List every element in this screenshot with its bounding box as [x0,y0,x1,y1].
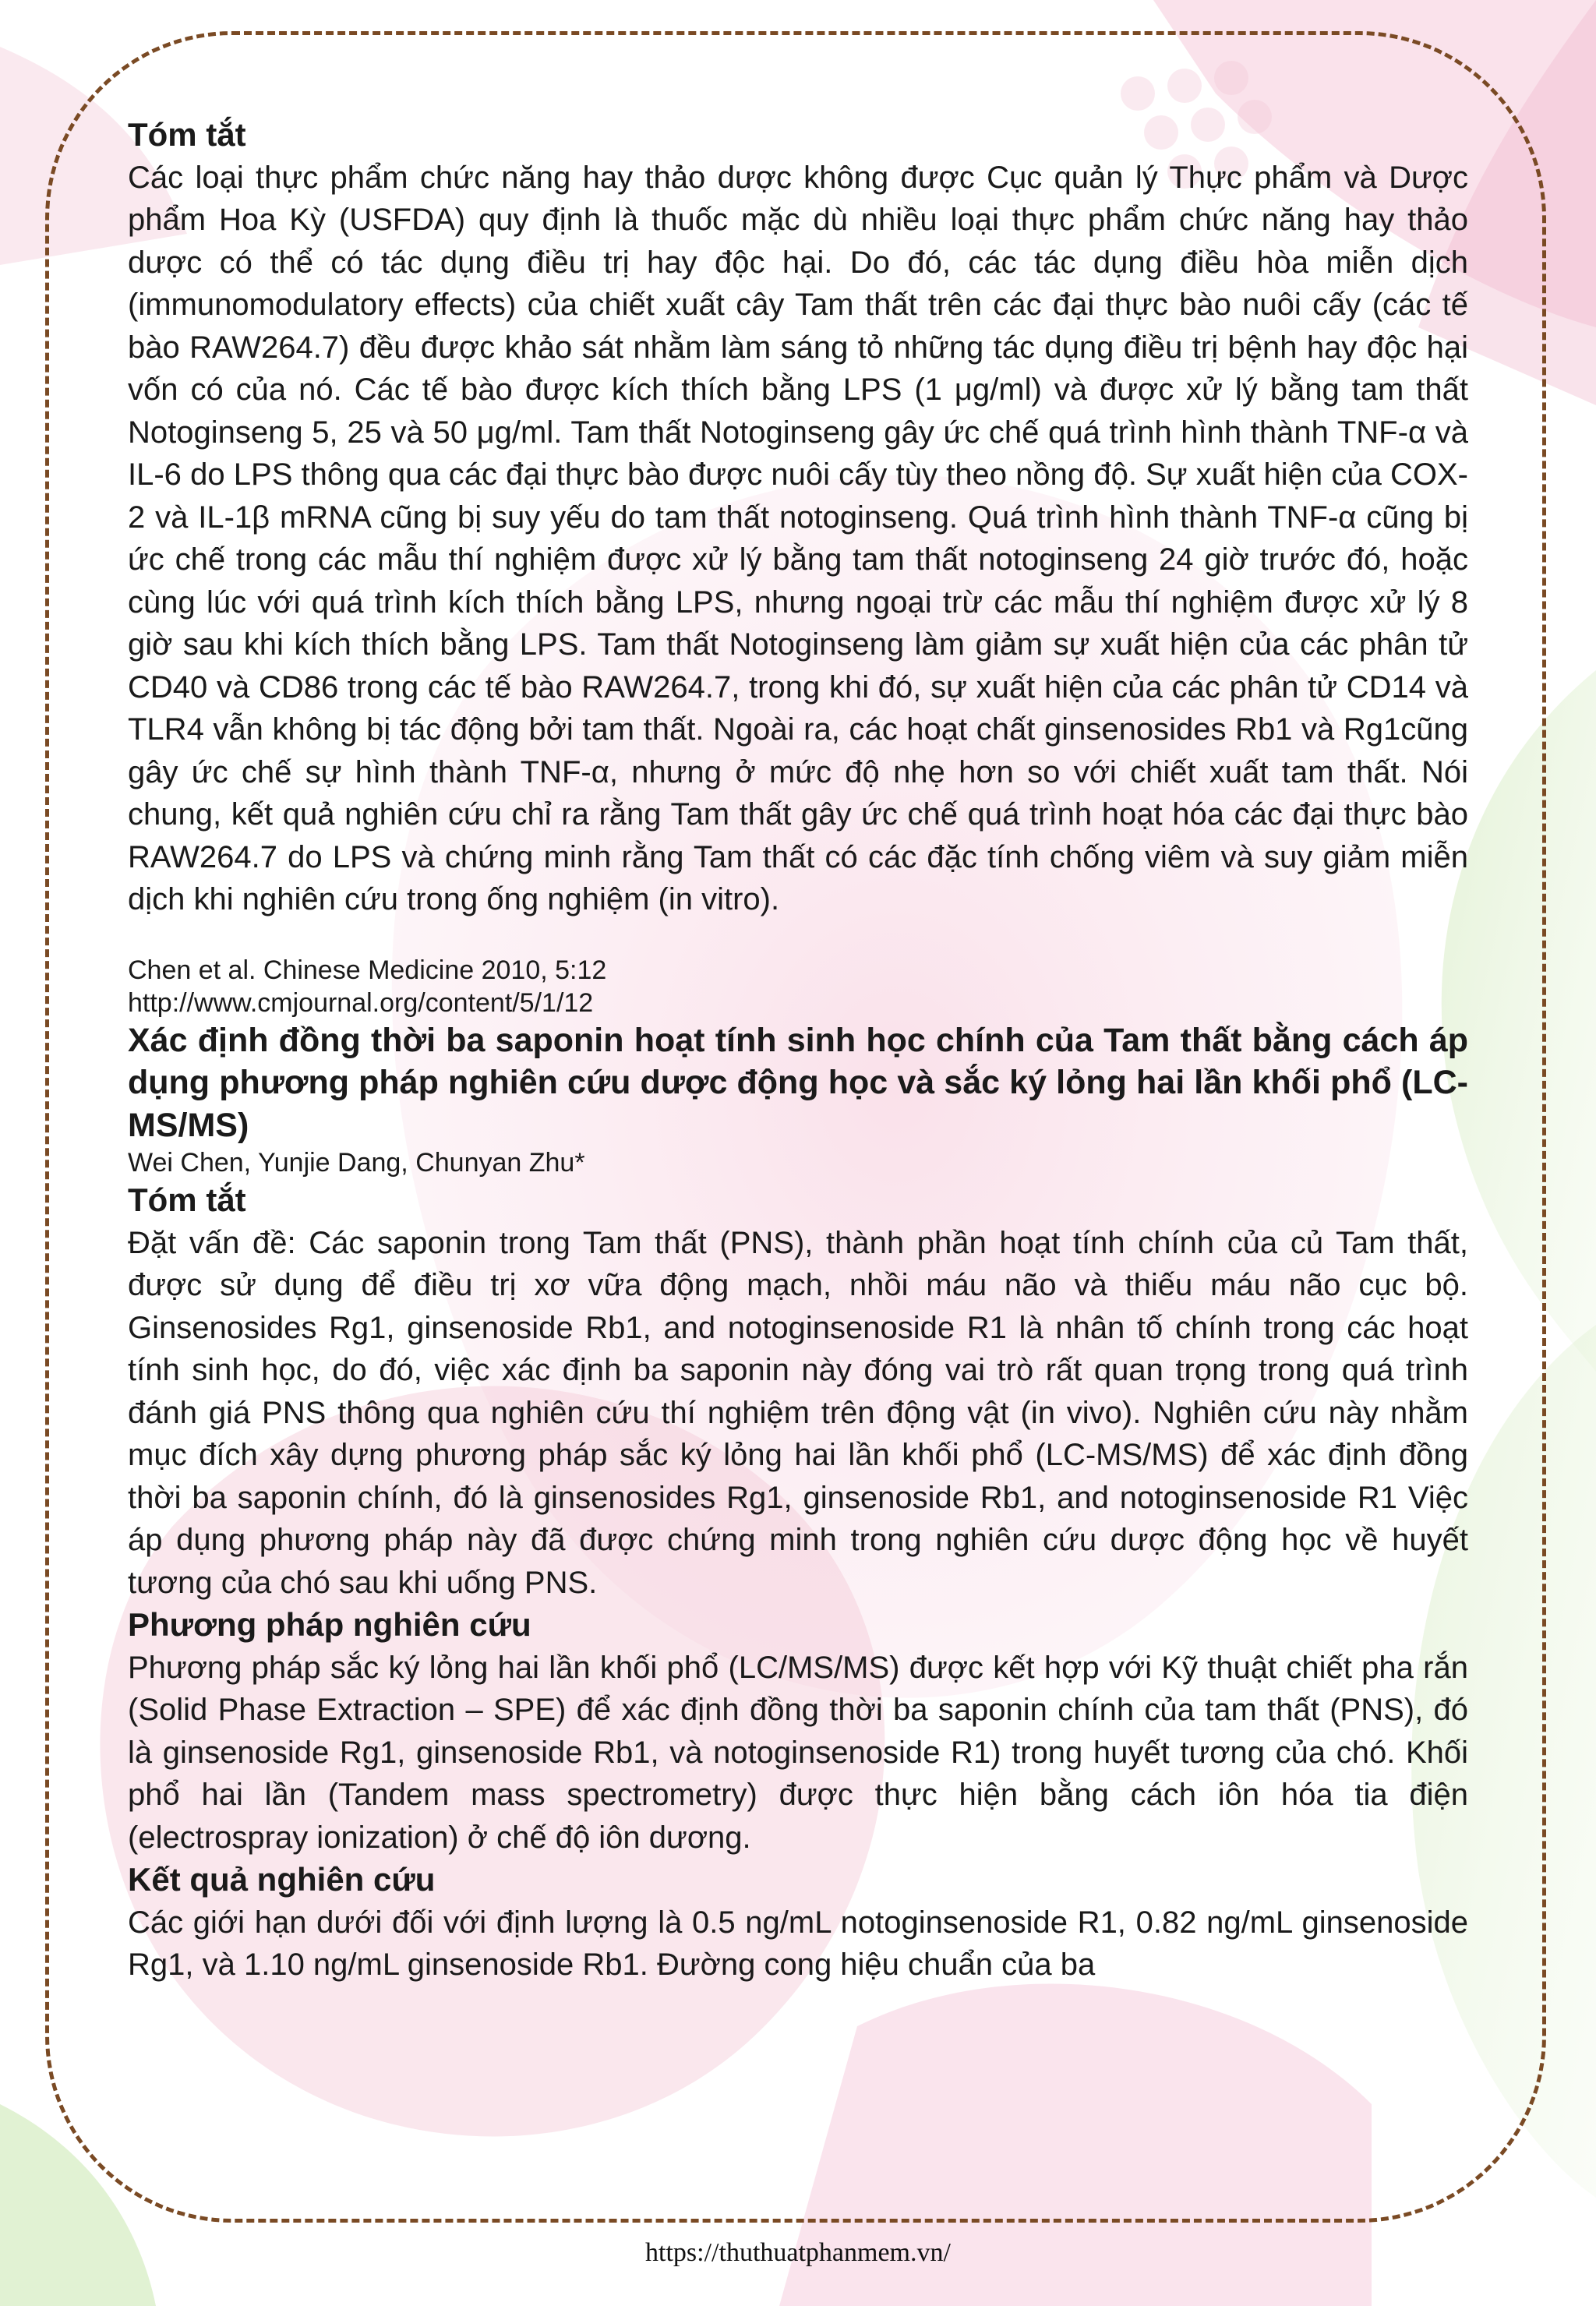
document-content [128,114,1468,1986]
summary-body: Đặt vấn đề: Các saponin trong Tam thất (PNS), thành phần hoạt tính chính của củ Tam thất, được sử dụng để điều trị xơ vữa động mạch, nhồi máu não và thiếu máu não cục bộ. Ginsenosides Rg1, ginsenoside Rb1, and notoginsenoside R1 là nhân tố chính trong các hoạt tính sinh học, do đó, việc xác định ba saponin này đóng vai trò rất quan trọng trong quá trình đánh giá PNS thông qua nghiên cứu thí nghiệm trên động vật (in vivo). Nghiên cứu này nhằm mục đích xây dựng phương pháp sắc ký lỏng hai lần khối phổ (LC-MS/MS) để xác định đồng thời ba saponin chính, đó là ginsenosides Rg1, ginsenoside Rb1, and notoginsenoside R1 Việc áp dụng phương pháp này đã được chứng minh trong nghiên cứu dược động học về huyết tương của chó sau khi uống PNS. [128,1225,1468,1600]
citation-journal: Chen et al. Chinese Medicine 2010, 5:12 [128,955,607,985]
citation-url: http://www.cmjournal.org/content/5/1/12 [128,987,594,1018]
article-title: Xác định đồng thời ba saponin hoạt tính sinh học chính của Tam thất bằng cách áp dụng phương pháp nghiên cứu dược động học và sắc ký lỏng hai lần khối phổ (LC-MS/MS) [128,1021,1468,1144]
section1-body: Các loại thực phẩm chức năng hay thảo dược không được Cục quản lý Thực phẩm và Dược phẩm Hoa Kỳ (USFDA) quy định là thuốc mặc dù nhiều loại thực phẩm chức năng hay thảo dược có thể có tác dụng điều trị hay độc hại. Do đó, các tác dụng điều hòa miễn dịch (immunomodulatory effects) của chiết xuất cây Tam thất trên các đại thực bào nuôi cấy (các tế bào RAW264.7) đều được khảo sát nhằm làm sáng tỏ những tác dụng điều trị bệnh hay độc hại vốn có của nó. Các tế bào được kích thích bằng LPS (1 μg/ml) và được xử lý bằng tam thất Notoginseng 5, 25 và 50 μg/ml. Tam thất Notoginseng gây ức chế quá trình hình thành TNF-α và IL-6 do LPS thông qua các đại thực bào được nuôi cấy tùy theo nồng độ. Sự xuất hiện của COX-2 và IL-1β mRNA cũng bị suy yếu do tam thất notoginseng. Quá trình hình thành TNF-α cũng bị ức chế trong các mẫu thí nghiệm được xử lý bằng tam thất notoginseng 24 giờ trước đó, hoặc cùng lúc với quá trình kích thích bằng LPS, nhưng ngoại trừ các mẫu thí nghiệm được xử lý 8 giờ sau khi kích thích bằng LPS. Tam thất Notoginseng làm giảm sự xuất hiện của các phân tử CD40 và CD86 trong các tế bào RAW264.7, trong khi đó, sự xuất hiện của các phân tử CD14 và TLR4 vẫn không bị tác động bởi tam thất. Ngoài ra, các hoạt chất ginsenosides Rb1 và Rg1cũng gây ức chế sự hình thành TNF-α, nhưng ở mức độ nhẹ hơn so với chiết xuất tam thất. Nói chung, kết quả nghiên cứu chỉ ra rằng Tam thất gây ức chế quá trình hoạt hóa các đại thực bào RAW264.7 do LPS và chứng minh rằng Tam thất có các đặc tính chống viêm và suy giảm miễn dịch khi nghiên cứu trong ống nghiệm (in vitro). [128,160,1468,916]
results-heading: Kết quả nghiên cứu [128,1861,436,1898]
section1-heading: Tóm tắt [128,116,246,153]
footer-url: https://thuthuatphanmem.vn/ [645,2238,951,2267]
summary-heading: Tóm tắt [128,1181,246,1218]
methods-body: Phương pháp sắc ký lỏng hai lần khối phổ (LC/MS/MS) được kết hợp với Kỹ thuật chiết pha rắn (Solid Phase Extraction – SPE) để xác định đồng thời ba saponin chính của tam thất (PNS), đó là ginsenoside Rg1, ginsenoside Rb1, và notoginsenoside R1) trong huyết tương của chó. Khối phổ hai lần (Tandem mass spectrometry) được thực hiện bằng cách iôn hóa tia điện (electrospray ionization) ở chế độ iôn dương. [128,1650,1468,1855]
methods-heading: Phương pháp nghiên cứu [128,1606,531,1643]
article-authors: Wei Chen, Yunjie Dang, Chunyan Zhu* [128,1148,585,1178]
results-body: Các giới hạn dưới đối với định lượng là 0.5 ng/mL notoginsenoside R1, 0.82 ng/mL ginsenoside Rg1, và 1.10 ng/mL ginsenoside Rb1. Đường cong hiệu chuẩn của ba [128,1905,1468,1982]
